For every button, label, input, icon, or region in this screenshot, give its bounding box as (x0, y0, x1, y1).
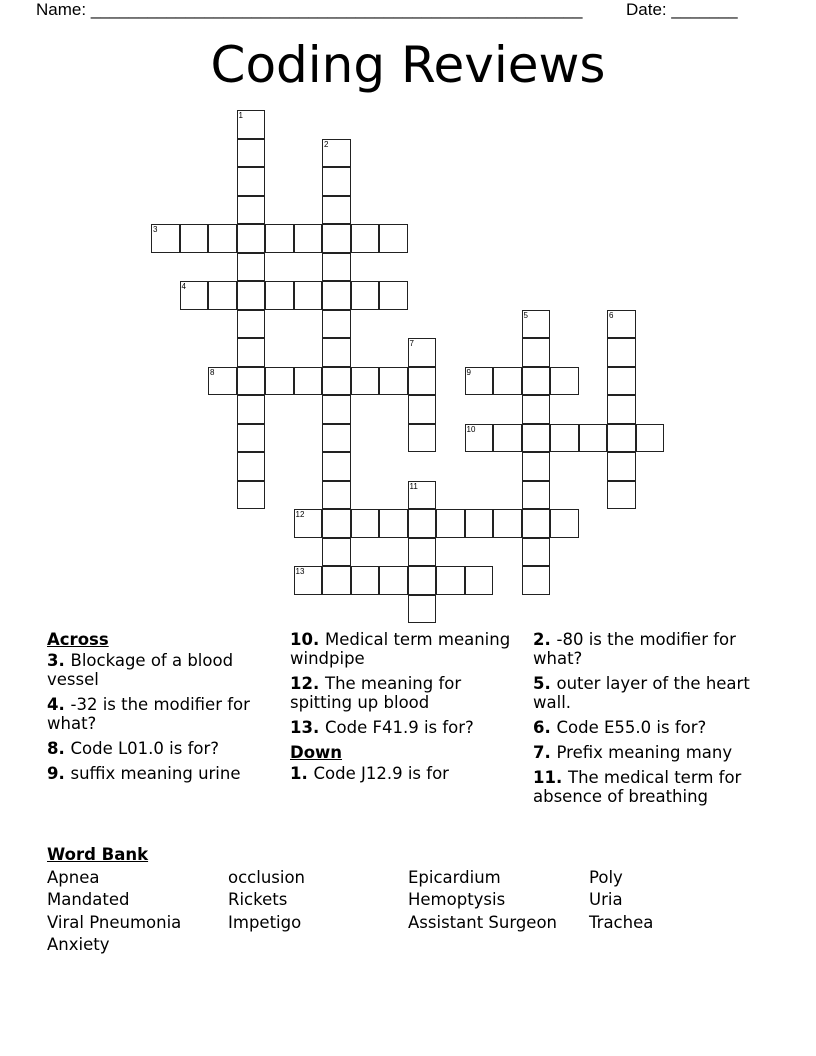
grid-cell[interactable] (151, 224, 180, 253)
grid-cell[interactable] (237, 224, 266, 253)
grid-cell[interactable] (465, 367, 494, 396)
word-bank-item: Epicardium (408, 868, 501, 887)
grid-cell[interactable] (237, 310, 266, 339)
clue-number: 8 (210, 367, 215, 377)
grid-cell[interactable] (322, 224, 351, 253)
grid-cell[interactable] (294, 224, 323, 253)
grid-cell[interactable] (607, 367, 636, 396)
clue-number: 4 (181, 282, 186, 291)
word-bank-item: Impetigo (228, 913, 302, 932)
word-bank-item: Anxiety (47, 935, 110, 954)
word-bank-item: Uria (589, 890, 623, 909)
word-bank-item: Hemoptysis (408, 890, 506, 909)
grid-cell[interactable] (237, 424, 266, 453)
clue-number: 6 (609, 310, 614, 320)
grid-cell[interactable] (265, 281, 294, 310)
grid-cell[interactable] (322, 481, 351, 510)
clue-number: 12 (295, 510, 305, 519)
clue-across-4: 4. -32 is the modifier for what? (47, 695, 250, 733)
grid-cell[interactable] (408, 395, 437, 424)
word-bank-item: Trachea (589, 913, 654, 932)
clue-number: 7 (409, 339, 414, 348)
grid-cell[interactable] (379, 367, 408, 396)
grid-cell[interactable] (237, 139, 266, 168)
clue-across-12: 12. The meaning for spitting up blood (290, 674, 462, 712)
grid-cell[interactable] (379, 281, 408, 310)
word-bank-item: Apnea (47, 868, 100, 887)
grid-cell[interactable] (465, 509, 494, 538)
grid-cell[interactable] (322, 338, 351, 367)
grid-cell[interactable] (379, 224, 408, 253)
grid-cell[interactable] (522, 367, 551, 396)
clue-down-6: 6. Code E55.0 is for? (533, 718, 707, 737)
word-bank-item: Mandated (47, 890, 130, 909)
date-field[interactable] (626, 0, 738, 20)
grid-cell[interactable] (294, 566, 323, 595)
word-bank-item: Rickets (228, 890, 288, 909)
grid-cell[interactable] (351, 224, 380, 253)
grid-cell[interactable] (436, 509, 465, 538)
grid-cell[interactable] (322, 253, 351, 282)
clues-across-col1 (47, 630, 282, 789)
grid-cell[interactable] (465, 424, 494, 453)
clues-col3 (533, 630, 773, 812)
grid-cell[interactable] (237, 167, 266, 196)
grid-cell[interactable] (607, 395, 636, 424)
page-title: Coding Reviews (210, 36, 606, 94)
clue-down-5: 5. outer layer of the heart wall. (533, 674, 750, 712)
grid-cell[interactable] (607, 481, 636, 510)
grid-cell[interactable] (237, 452, 266, 481)
clues-col2 (290, 630, 525, 789)
name-line: ____________________________________________________ (90, 0, 583, 19)
grid-cell[interactable] (294, 281, 323, 310)
grid-cell[interactable] (322, 310, 351, 339)
grid-cell[interactable] (522, 424, 551, 453)
grid-cell[interactable] (522, 509, 551, 538)
grid-cell[interactable] (237, 395, 266, 424)
grid-cell[interactable] (322, 538, 351, 567)
grid-cell[interactable] (636, 424, 665, 453)
grid-cell[interactable] (322, 196, 351, 225)
grid-cell[interactable] (579, 424, 608, 453)
grid-cell[interactable] (607, 424, 636, 453)
clue-down-7: 7. Prefix meaning many (533, 743, 733, 762)
grid-cell[interactable] (607, 338, 636, 367)
grid-cell[interactable] (180, 224, 209, 253)
word-bank-item: Assistant Surgeon (408, 913, 558, 932)
grid-cell[interactable] (408, 481, 437, 510)
grid-cell[interactable] (237, 281, 266, 310)
grid-cell[interactable] (436, 566, 465, 595)
grid-cell[interactable] (265, 367, 294, 396)
grid-cell[interactable] (180, 281, 209, 310)
grid-cell[interactable] (237, 196, 266, 225)
grid-cell[interactable] (522, 481, 551, 510)
grid-cell[interactable] (294, 509, 323, 538)
clue-number: 10 (466, 424, 476, 434)
clue-across-8: 8. Code L01.0 is for? (47, 739, 220, 758)
word-bank-item: Poly (589, 868, 623, 887)
grid-cell[interactable] (322, 395, 351, 424)
grid-cell[interactable] (550, 424, 579, 453)
grid-cell[interactable] (408, 367, 437, 396)
grid-cell[interactable] (208, 281, 237, 310)
clue-number: 11 (409, 481, 418, 491)
clue-across-10: 10. Medical term meaning windpipe (290, 630, 511, 668)
grid-cell[interactable] (550, 367, 579, 396)
grid-cell[interactable] (379, 566, 408, 595)
grid-cell[interactable] (408, 538, 437, 567)
clue-across-13: 13. Code F41.9 is for? (290, 718, 474, 737)
clue-down-11: 11. The medical term for absence of breathing (533, 768, 742, 806)
grid-cell[interactable] (465, 566, 494, 595)
date-line: _______ (671, 0, 738, 19)
grid-cell[interactable] (493, 509, 522, 538)
grid-cell[interactable] (237, 110, 266, 139)
grid-cell[interactable] (379, 509, 408, 538)
grid-cell[interactable] (237, 481, 266, 510)
grid-cell[interactable] (408, 595, 437, 624)
grid-cell[interactable] (522, 452, 551, 481)
grid-cell[interactable] (607, 310, 636, 339)
date-label: Date: (626, 0, 667, 19)
grid-cell[interactable] (522, 310, 551, 339)
grid-cell[interactable] (493, 367, 522, 396)
grid-cell[interactable] (351, 566, 380, 595)
grid-cell[interactable] (237, 253, 266, 282)
clue-across-3: 3. Blockage of a blood vessel (47, 651, 234, 689)
grid-cell[interactable] (322, 167, 351, 196)
grid-cell[interactable] (550, 509, 579, 538)
clue-number: 2 (324, 139, 329, 149)
grid-cell[interactable] (322, 566, 351, 595)
grid-cell[interactable] (322, 367, 351, 396)
clue-down-2: 2. -80 is the modifier for what? (533, 630, 736, 668)
clue-number: 9 (466, 367, 471, 377)
grid-cell[interactable] (408, 566, 437, 595)
name-label: Name: (36, 0, 87, 19)
clue-across-9: 9. suffix meaning urine (47, 764, 241, 783)
clue-number: 1 (238, 111, 243, 120)
clue-down-1: 1. Code J12.9 is for (290, 764, 449, 783)
grid-cell[interactable] (237, 367, 266, 396)
grid-cell[interactable] (265, 224, 294, 253)
grid-cell[interactable] (322, 452, 351, 481)
grid-cell[interactable] (408, 424, 437, 453)
grid-cell[interactable] (522, 395, 551, 424)
word-bank-heading: Word Bank (47, 845, 149, 864)
grid-cell[interactable] (322, 139, 351, 168)
grid-cell[interactable] (493, 424, 522, 453)
clue-number: 3 (153, 225, 158, 234)
grid-cell[interactable] (351, 281, 380, 310)
grid-cell[interactable] (408, 509, 437, 538)
grid-cell[interactable] (351, 367, 380, 396)
clue-number: 13 (295, 567, 305, 576)
name-field[interactable] (36, 0, 582, 20)
grid-cell[interactable] (607, 452, 636, 481)
grid-cell[interactable] (322, 509, 351, 538)
clue-number: 5 (523, 310, 528, 320)
grid-cell[interactable] (351, 509, 380, 538)
grid-cell[interactable] (408, 338, 437, 367)
word-bank-item: occlusion (228, 868, 306, 887)
grid-cell[interactable] (208, 367, 237, 396)
across-heading: Across (47, 630, 109, 649)
grid-cell[interactable] (294, 367, 323, 396)
grid-cell[interactable] (322, 424, 351, 453)
grid-cell[interactable] (322, 281, 351, 310)
grid-cell[interactable] (522, 538, 551, 567)
grid-cell[interactable] (522, 566, 551, 595)
grid-cell[interactable] (208, 224, 237, 253)
down-heading: Down (290, 743, 343, 762)
grid-cell[interactable] (237, 338, 266, 367)
word-bank-item: Viral Pneumonia (47, 913, 182, 932)
grid-cell[interactable] (522, 338, 551, 367)
